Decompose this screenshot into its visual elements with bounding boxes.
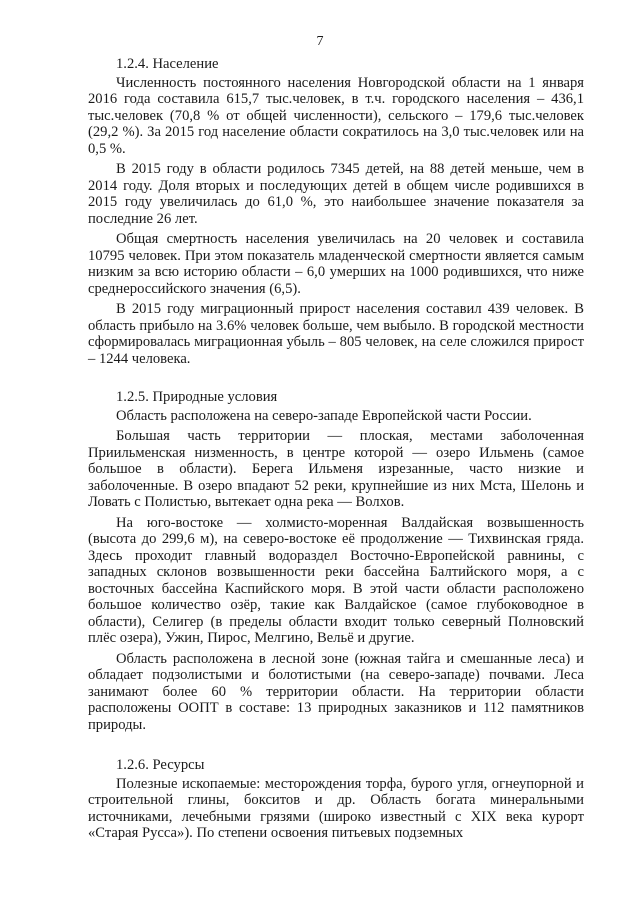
paragraph: Область расположена на северо-западе Европейской части России.: [116, 407, 532, 424]
paragraph: Большая часть территории — плоская, местами заболоченная Приильменская низменность, в центре которой — озеро Ильмень (самое большое в области). Берега Ильменя изрезанные, часто низкие и заболоченные. В озеро впадают 52 реки, крупнейшие из них Мста, Шелонь и Ловать с Полистью, вытекает одна река — Волхов.: [88, 428, 584, 510]
section-heading: 1.2.6. Ресурсы: [116, 757, 205, 773]
paragraph: Полезные ископаемые: месторождения торфа, бурого угля, огнеупорной и строительной глины, бокситов и др. Область богата минеральными источниками, лечебными грязями (широко известный с XIX века курорт «Старая Русса»). По степени освоения питьевых подземных: [88, 775, 584, 841]
paragraph: Область расположена в лесной зоне (южная тайга и смешанные леса) и обладает подзолистыми и болотистыми (на северо-западе) почвами. Леса занимают более 60 % территории области. На территории области расположены ООПТ в составе: 13 природных заказников и 112 памятников природы.: [88, 650, 584, 733]
paragraph: В 2015 году в области родилось 7345 детей, на 88 детей меньше, чем в 2014 году. Доля вторых и последующих детей в общем числе родившихся в 2015 году увеличилась до 61,0 %, это наибольшее значение показателя за последние 26 лет.: [88, 161, 584, 227]
page-number: 7: [316, 34, 324, 49]
section-resources: [88, 757, 584, 842]
section-natural-conditions: [88, 389, 584, 733]
paragraph: Общая смертность населения увеличилась на 20 человек и составила 10795 человек. При этом показатель младенческой смертности является самым низким за всю историю области – 6,0 умерших на 1000 родившихся, что ниже среднероссийского значения (6,5).: [88, 231, 584, 297]
paragraph: На юго-востоке — холмисто-моренная Валдайская возвышенность (высота до 299,6 м), на северо-востоке её продолжение — Тихвинская гряда. Здесь проходит главный водораздел Восточно-Европейской равнины, с западных склонов возвышенности реки бассейна Балтийского моря, а с восточных бассейна Каспийского моря. В этой части области расположено большое количество озёр, такие как Валдайское (самое глубоководное в области), Селигер (в пределы области входит только северный Полновский плёс озера), Ужин, Пирос, Мелгино, Вельё и другие.: [88, 514, 584, 646]
section-heading: 1.2.5. Природные условия: [116, 389, 278, 405]
paragraph: Численность постоянного населения Новгородской области на 1 января 2016 года составила 615,7 тыс.человек, в т.ч. городского населения – 436,1 тыс.человек (70,8 % от общей численности), сельского – 179,6 тыс.человек (29,2 %). За 2015 год население области сократилось на 3,0 тыс.человек или на 0,5 %.: [88, 74, 584, 157]
document-body: [88, 56, 584, 846]
section-population: [88, 56, 584, 367]
section-heading: 1.2.4. Население: [116, 56, 219, 72]
paragraph: В 2015 году миграционный прирост населения составил 439 человек. В область прибыло на 3.6% человек больше, чем выбыло. В городской местности сформировалась миграционная убыль – 805 человек, на селе сложился прирост – 1244 человека.: [88, 301, 584, 367]
